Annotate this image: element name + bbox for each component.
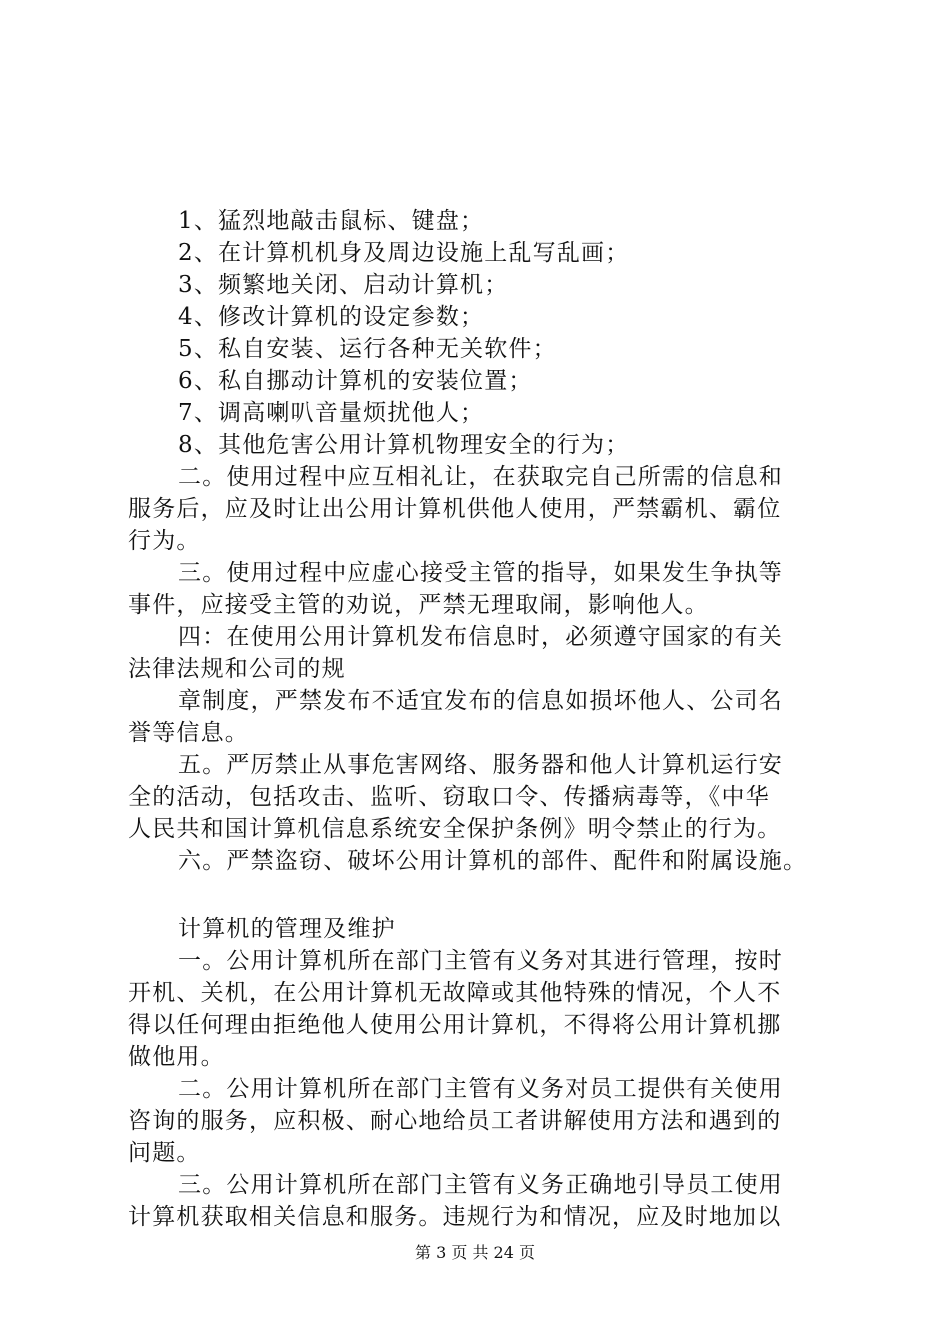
paragraph-line: 全的活动，包括攻击、监听、窃取口令、传播病毒等，《中华 xyxy=(128,784,770,810)
paragraph-line: 一。公用计算机所在部门主管有义务对其进行管理，按时 xyxy=(178,948,783,974)
paragraph-line: 三。使用过程中应虚心接受主管的指导，如果发生争执等 xyxy=(178,560,783,586)
paragraph-line: 章制度，严禁发布不适宜发布的信息如损坏他人、公司名 xyxy=(178,688,783,714)
list-item: 1、猛烈地敲击鼠标、键盘； xyxy=(178,208,485,234)
list-item: 7、调高喇叭音量烦扰他人； xyxy=(178,400,485,426)
page-number-footer: 第 3 页 共 24 页 xyxy=(415,1243,535,1262)
list-item: 5、私自安装、运行各种无关软件； xyxy=(178,336,557,362)
paragraph-line: 六。严禁盗窃、破坏公用计算机的部件、配件和附属设施。 xyxy=(178,848,808,874)
paragraph-line: 行为。 xyxy=(128,528,201,554)
paragraph-line: 誉等信息。 xyxy=(128,720,249,746)
paragraph-line: 二。使用过程中应互相礼让，在获取完自己所需的信息和 xyxy=(178,464,783,490)
paragraph-line: 得以任何理由拒绝他人使用公用计算机，不得将公用计算机挪 xyxy=(128,1012,782,1038)
paragraph-line: 服务后，应及时让出公用计算机供他人使用，严禁霸机、霸位 xyxy=(128,496,782,522)
paragraph-line: 二。公用计算机所在部门主管有义务对员工提供有关使用 xyxy=(178,1076,783,1102)
paragraph-line: 做他用。 xyxy=(128,1044,225,1070)
list-item: 8、其他危害公用计算机物理安全的行为； xyxy=(178,432,630,458)
paragraph-line: 事件，应接受主管的劝说，严禁无理取闹，影响他人。 xyxy=(128,592,709,618)
list-item: 4、修改计算机的设定参数； xyxy=(178,304,485,330)
paragraph-line: 四：在使用公用计算机发布信息时，必须遵守国家的有关 xyxy=(178,624,783,650)
paragraph-line: 计算机获取相关信息和服务。违规行为和情况，应及时地加以 xyxy=(128,1204,782,1230)
paragraph-line: 人民共和国计算机信息系统安全保护条例》明令禁止的行为。 xyxy=(128,816,782,842)
section-heading: 计算机的管理及维护 xyxy=(178,916,396,942)
list-item: 3、频繁地关闭、启动计算机； xyxy=(178,272,509,298)
paragraph-gap xyxy=(128,877,844,913)
list-item: 2、在计算机机身及周边设施上乱写乱画； xyxy=(178,240,630,266)
paragraph-line: 咨询的服务，应积极、耐心地给员工者讲解使用方法和遇到的 xyxy=(128,1108,782,1134)
list-item: 6、私自挪动计算机的安装位置； xyxy=(178,368,533,394)
paragraph-line: 问题。 xyxy=(128,1140,201,1166)
paragraph-line: 三。公用计算机所在部门主管有义务正确地引导员工使用 xyxy=(178,1172,783,1198)
paragraph-line: 开机、关机，在公用计算机无故障或其他特殊的情况，个人不 xyxy=(128,980,782,1006)
document-body xyxy=(128,205,844,1233)
paragraph-line: 五。严厉禁止从事危害网络、服务器和他人计算机运行安 xyxy=(178,752,783,778)
paragraph-line: 法律法规和公司的规 xyxy=(128,656,346,682)
